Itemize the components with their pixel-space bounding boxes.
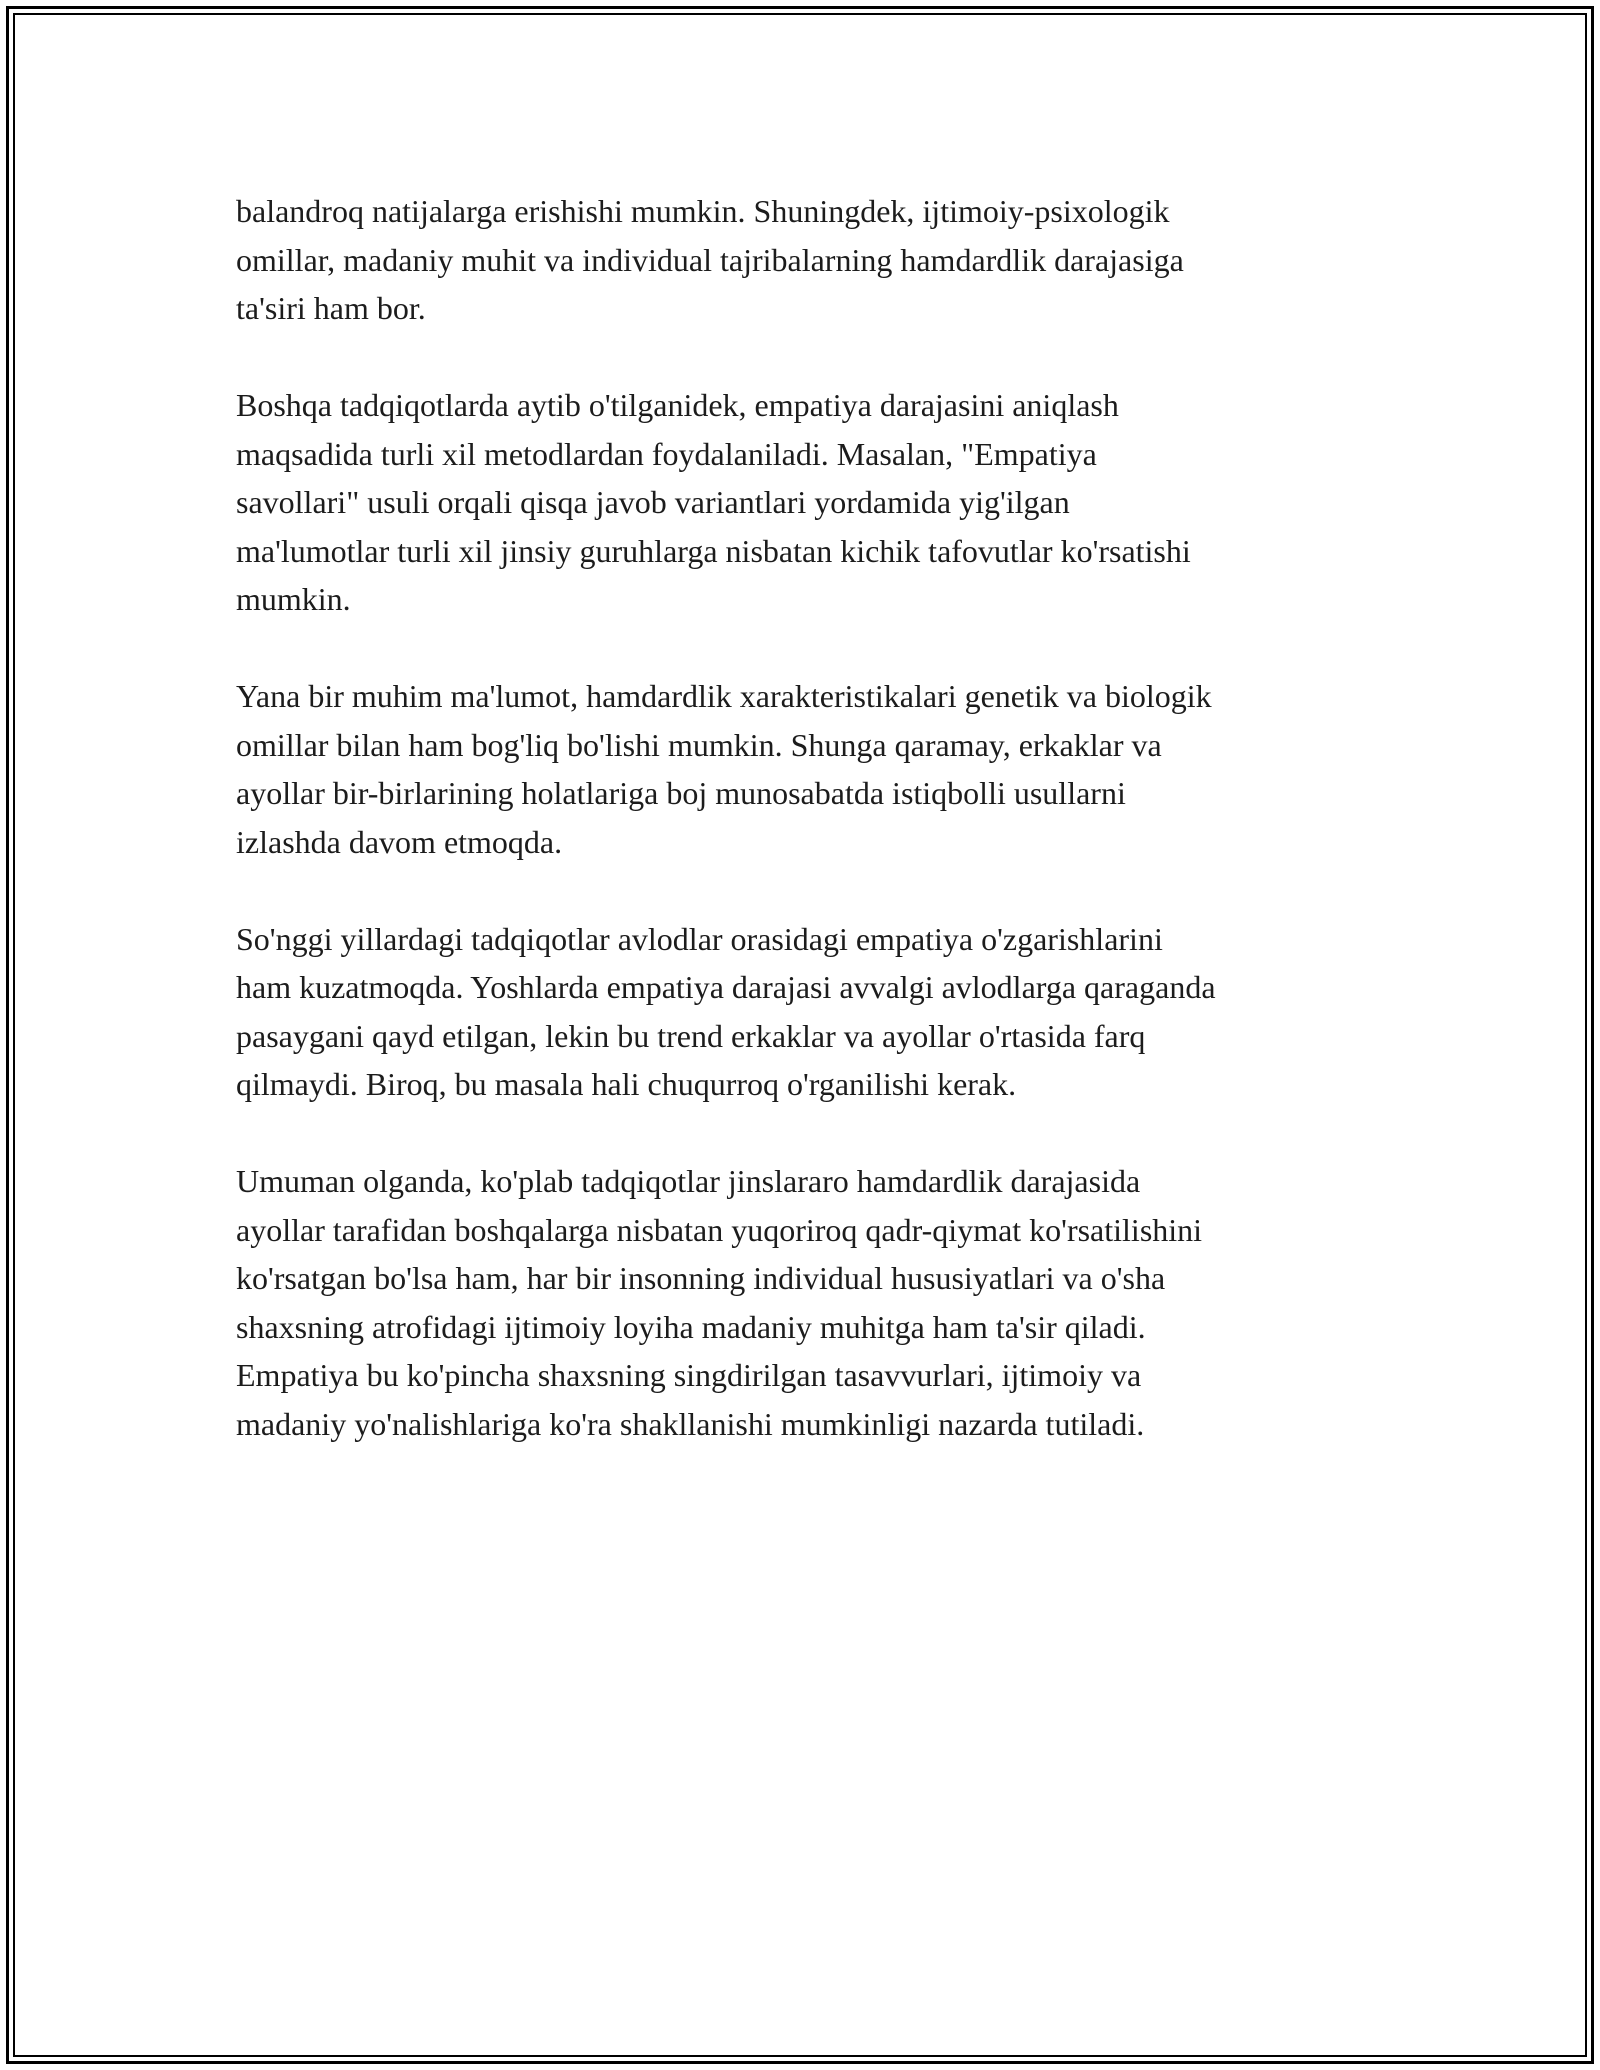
paragraph-3: Yana bir muhim ma'lumot, hamdardlik xarakteristikalari genetik va biologik omillar bilan ham bog'liq bo'lishi mumkin. Shunga qaramay, erkaklar va ayollar bir-birlarining holatlariga boj munosabatda istiqbolli usullarni izlashda davom etmoqda. <box>236 678 1212 860</box>
paragraph-5: Umuman olganda, ko'plab tadqiqotlar jinslararo hamdardlik darajasida ayollar tarafidan boshqalarga nisbatan yuqoriroq qadr-qiymat ko'rsatilishini ko'rsatgan bo'lsa ham, har bir insonning individual hususiyatlari va o'sha shaxsning atrofidagi ijtimoiy loyiha madaniy muhitga ham ta'sir qiladi. Empatiya bu ko'pincha shaxsning singdirilgan tasavvurlari, ijtimoiy va madaniy yo'nalishlariga ko'ra shakllanishi mumkinligi nazarda tutiladi. <box>236 1163 1203 1442</box>
document-body <box>236 187 1386 1497</box>
paragraph-2: Boshqa tadqiqotlarda aytib o'tilganidek, empatiya darajasini aniqlash maqsadida turli xil metodlardan foydalaniladi. Masalan, "Empatiya savollari" usuli orqali qisqa javob variantlari yordamida yig'ilgan ma'lumotlar turli xil jinsiy guruhlarga nisbatan kichik tafovutlar ko'rsatishi mumkin. <box>236 387 1191 617</box>
paragraph-1: balandroq natijalarga erishishi mumkin. Shuningdek, ijtimoiy-psixologik omillar, madaniy muhit va individual tajribalarning hamdardlik darajasiga ta'siri ham bor. <box>236 193 1184 326</box>
paragraph-4: So'nggi yillardagi tadqiqotlar avlodlar orasidagi empatiya o'zgarishlarini ham kuzatmoqda. Yoshlarda empatiya darajasi avvalgi avlodlarga qaraganda pasaygani qayd etilgan, lekin bu trend erkaklar va ayollar o'rtasida farq qilmaydi. Biroq, bu masala hali chuqurroq o'rganilishi kerak. <box>236 920 1216 1102</box>
